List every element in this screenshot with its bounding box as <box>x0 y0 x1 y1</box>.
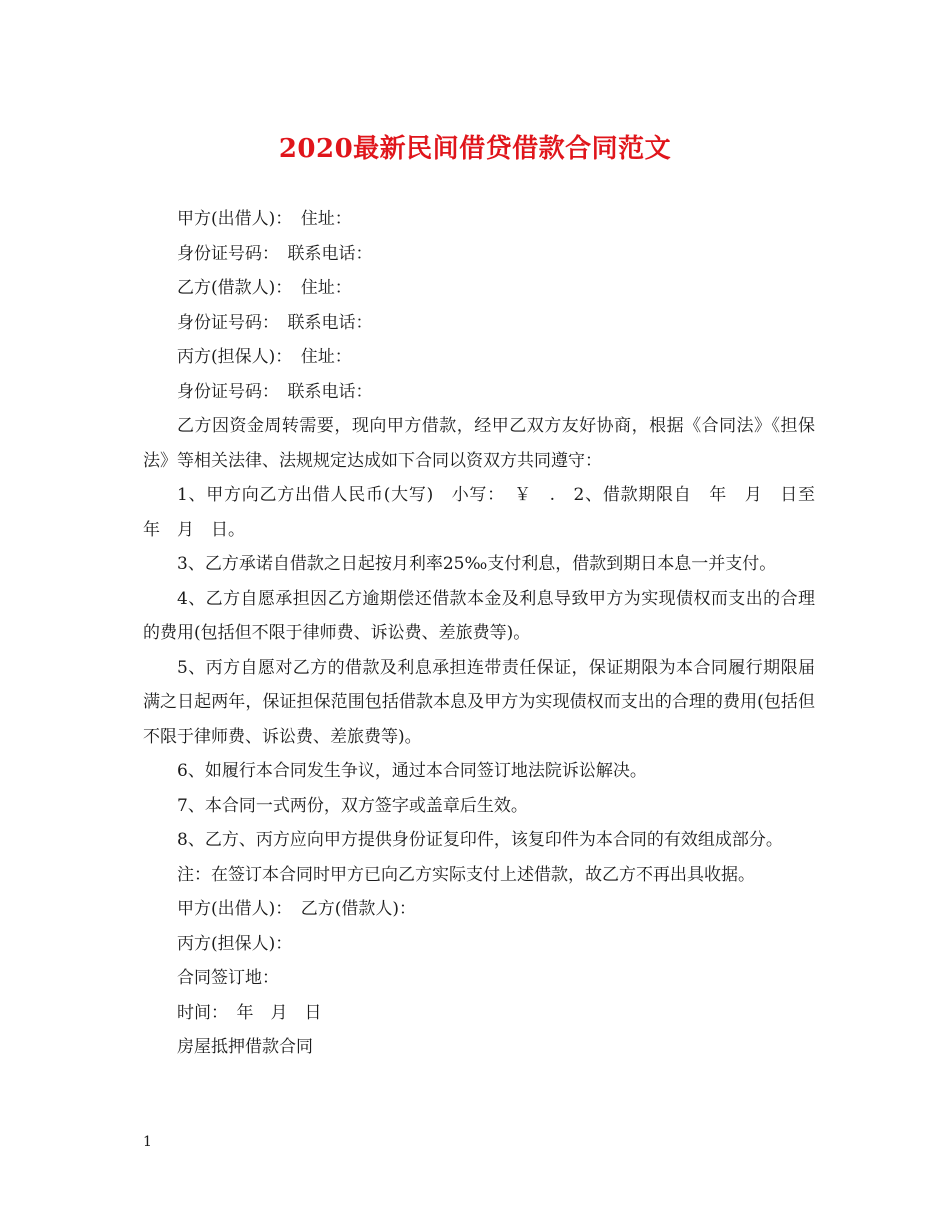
clause-4: 4、乙方自愿承担因乙方逾期偿还借款本金及利息导致甲方为实现债权而支出的合理的费用(包括但不限于律师费、诉讼费、差旅费等)。 <box>143 588 815 643</box>
page-title: 2020最新民间借贷借款合同范文 <box>278 134 672 164</box>
signing-place: 合同签订地： <box>177 968 279 988</box>
signature-party-a-b: 甲方(出借人)： 乙方(借款人)： <box>177 899 417 919</box>
next-section-heading: 房屋抵押借款合同 <box>177 1037 313 1057</box>
clause-1-2: 1、甲方向乙方出借人民币(大写) 小写： ￥ . 2、借款期限自 年 月 日至 年 月 日。 <box>143 485 832 540</box>
party-a-id-line: 身份证号码： 联系电话： <box>177 243 373 264</box>
note-paragraph: 注：在签订本合同时甲方已向乙方实际支付上述借款，故乙方不再出具收据。 <box>177 864 755 885</box>
signature-party-c: 丙方(担保人)： <box>177 933 293 954</box>
party-b-line: 乙方(借款人)： 住址： <box>177 278 352 298</box>
signing-date: 时间： 年 月 日 <box>177 1002 322 1023</box>
party-b-id-line: 身份证号码： 联系电话： <box>177 312 373 333</box>
clause-7: 7、本合同一式两份，双方签字或盖章后生效。 <box>177 795 528 816</box>
document-body <box>143 202 832 1065</box>
clause-6: 6、如履行本合同发生争议，通过本合同签订地法院诉讼解决。 <box>177 761 647 781</box>
party-c-line: 丙方(担保人)： 住址： <box>177 347 352 367</box>
clause-8: 8、乙方、丙方应向甲方提供身份证复印件，该复印件为本合同的有效组成部分。 <box>177 830 783 850</box>
party-c-id-line: 身份证号码： 联系电话： <box>177 381 373 402</box>
page-number: 1 <box>143 1134 152 1150</box>
clause-5: 5、丙方自愿对乙方的借款及利息承担连带责任保证，保证期限为本合同履行期限届满之日起两年，保证担保范围包括借款本息及甲方为实现债权而支出的合理的费用(包括但不限于律师费、诉讼费、差旅费等)。 <box>143 657 815 747</box>
clause-3: 3、乙方承诺自借款之日起按月利率25‰支付利息，借款到期日本息一并支付。 <box>177 554 777 574</box>
party-a-line: 甲方(出借人)： 住址： <box>177 209 352 229</box>
preamble-paragraph: 乙方因资金周转需要，现向甲方借款，经甲乙双方友好协商，根据《合同法》《担保法》等相关法律、法规规定达成如下合同以资双方共同遵守： <box>143 416 815 471</box>
